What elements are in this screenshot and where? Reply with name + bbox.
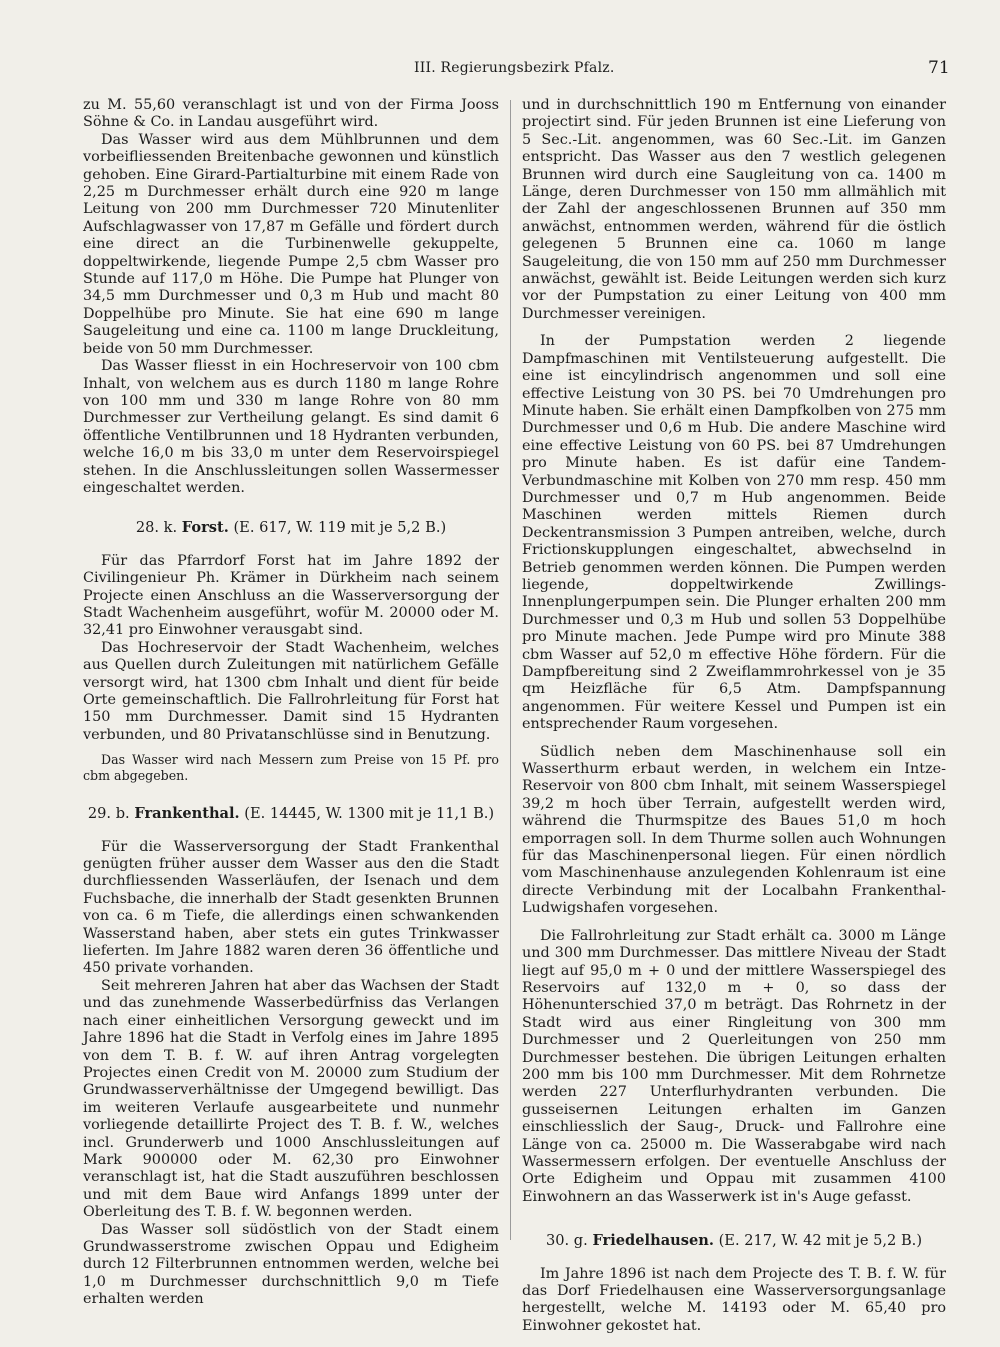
- page-header: [0, 60, 1000, 84]
- section-number: 28. k.: [135, 519, 178, 537]
- paragraph: Für die Wasserversorgung der Stadt Frankenthal genügten früher ausser dem Wasser aus den die Stadt durchfliessenden Wasserläufen, der Isenach und dem Fuchsbache, die innerhalb der Stadt gesenkten Brunnen von ca. 6 m Tiefe, die allerdings einen schwankenden Wasserstand haben, aber stets ein gutes Trinkwasser lieferten. Im Jahre 1882 waren deren 36 öffentliche und 450 private vorhanden.: [83, 838, 499, 977]
- paragraph: Die Fallrohrleitung zur Stadt erhält ca. 3000 m Länge und 300 mm Durchmesser. Das mittlere Niveau der Stadt liegt auf 95,0 m + 0 und der mittlere Wasserspiegel des Reservoirs auf 132,0 m + 0, so dass der Höhenunterschied 37,0 m beträgt. Das Rohrnetz in der Stadt wird aus einer Ringleitung von 300 mm Durchmesser und 2 Querleitungen von 250 mm Durchmesser bestehen. Die übrigen Leitungen erhalten 200 mm bis 100 mm Durchmesser. Mit dem Rohrnetze werden 227 Unterflurhydranten verbunden. Die gusseisernen Leitungen erhalten im Ganzen einschliesslich der Saug-, Druck- und Fallrohre eine Länge von ca. 25000 m. Die Wasserabgabe wird nach Wassermessern erfolgen. Der eventuelle Anschluss der Orte Edigheim und Oppau mit zusammen 4100 Einwohnern an das Wasserwerk ist in's Auge gefasst.: [522, 927, 946, 1205]
- column-divider: [510, 100, 511, 1240]
- section-heading-forst: [83, 519, 499, 536]
- paragraph: zu M. 55,60 veranschlagt ist und von der Firma Jooss Söhne & Co. in Landau ausgeführt wird.: [83, 97, 499, 131]
- running-title: III. Regierungsbezirk Pfalz.: [414, 60, 615, 76]
- paragraph: Das Wasser fliesst in ein Hochreservoir von 100 cbm Inhalt, von welchem aus es durch 1180 m lange Rohre von 100 mm und 330 m lange Rohre von 80 mm Durchmesser zur Vertheilung gelangt. Es sind damit 6 öffentliche Ventilbrunnen und 18 Hydranten verbunden, welche 16,0 m bis 33,0 m unter dem Reservoirspiegel stehen. In die Anschlussleitungen sollen Wassermesser eingeschaltet werden.: [83, 358, 499, 496]
- left-column: [83, 97, 499, 1309]
- paragraph: Das Hochreservoir der Stadt Wachenheim, welches aus Quellen durch Zuleitungen mit natürlichem Gefälle versorgt wird, hat 1300 cbm Inhalt und dient für beide Orte gemeinschaftlich. Die Fallrohrleitung für Forst hat 150 mm Durchmesser. Damit sind 15 Hydranten verbunden, und 80 Privatanschlüsse sind in Benutzung.: [83, 639, 499, 743]
- paragraph: Südlich neben dem Maschinenhause soll ein Wasserthurm erbaut werden, in welchem ein Intze-Reservoir von 800 cbm Inhalt, mit seinem Wasserspiegel 39,2 m hoch über Terrain, aufgestellt werden wird, während die Thurmspitze des Baues 51,0 m hoch emporragen soll. In dem Thurme sollen auch Wohnungen für das Maschinenpersonal liegen. Für einen nördlich vom Maschinenhause anzulegenden Kohlenraum ist eine directe Verbindung mit der Localbahn Frankenthal-Ludwigshafen vorgesehen.: [522, 743, 946, 917]
- right-column: [522, 97, 946, 1335]
- page-number: 71: [928, 58, 950, 78]
- paragraph: Das Wasser wird aus dem Mühlbrunnen und dem vorbeifliessenden Breitenbache gewonnen und künstlich gehoben. Eine Girard-Partialturbine mit einem Rade von 2,25 m Durchmesser erhält durch eine 920 m lange Leitung von 200 mm Durchmesser 720 Minutenliter Aufschlagwasser von 17,87 m Gefälle und fördert durch eine direct an die Turbinenwelle gekuppelte, doppeltwirkende, liegende Pumpe 2,5 cbm Wasser pro Stunde auf 117,0 m Höhe. Die Pumpe hat Plunger von 34,5 mm Durchmesser und 0,3 m Hub und macht 80 Doppelhübe pro Minute. Sie hat eine 690 m lange Saugeleitung und eine ca. 1100 m lange Druckleitung, beide von 50 mm Durchmesser.: [83, 131, 499, 357]
- section-number: 29. b.: [87, 805, 130, 823]
- section-place: Friedelhausen.: [592, 1232, 714, 1250]
- section-stats: (E. 617, W. 119 mit je 5,2 B.): [233, 519, 447, 537]
- paragraph: Das Wasser soll südöstlich von der Stadt einem Grundwasserstrome zwischen Oppau und Edigheim durch 12 Filterbrunnen entnommen werden, welche bei 1,0 m Durchmesser durchschnittlich 9,0 m Tiefe erhalten werden: [83, 1221, 499, 1308]
- section-number: 30. g.: [545, 1232, 588, 1250]
- paragraph: Für das Pfarrdorf Forst hat im Jahre 1892 der Civilingenieur Ph. Krämer in Dürkheim nach seinem Projecte einen Anschluss an die Wasserversorgung der Stadt Wachenheim ausgeführt, wofür M. 20000 oder M. 32,41 pro Einwohner verausgabt sind.: [83, 552, 499, 639]
- section-heading-frankenthal: [83, 805, 499, 822]
- section-stats: (E. 217, W. 42 mit je 5,2 B.): [718, 1232, 923, 1250]
- section-stats: (E. 14445, W. 1300 mit je 11,1 B.): [244, 805, 495, 823]
- section-place: Forst.: [181, 519, 229, 537]
- paragraph: Seit mehreren Jahren hat aber das Wachsen der Stadt und das zunehmende Wasserbedürfniss das Verlangen nach einer einheitlichen Versorgung geweckt und im Jahre 1896 hat die Stadt in Verfolg eines im Jahre 1895 von dem T. B. f. W. auf ihren Antrag vorgelegten Projectes einen Credit von M. 20000 zum Studium der Grundwasserverhältnisse der Umgegend bewilligt. Das im weiteren Verlaufe ausgearbeitete und nunmehr vorliegende detaillirte Project des T. B. f. W., welches incl. Grunderwerb und 1000 Anschlussleitungen auf Mark 900000 oder M. 62,30 pro Einwohner veranschlagt ist, hat die Stadt auszuführen beschlossen und mit dem Baue wird Anfangs 1899 unter der Oberleitung des T. B. f. W. begonnen werden.: [83, 977, 499, 1221]
- paragraph: In der Pumpstation werden 2 liegende Dampfmaschinen mit Ventilsteuerung aufgestellt. Die eine ist eincylindrisch angenommen und soll eine effective Leistung von 30 PS. bei 70 Umdrehungen pro Minute haben. Sie erhält einen Dampfkolben von 275 mm Durchmesser und 0,6 m Hub. Die andere Maschine wird eine effective Leistung von 60 PS. bei 87 Umdrehungen pro Minute haben. Es ist dafür eine Tandem-Verbundmaschine mit Kolben von 270 mm resp. 450 mm Durchmesser und 0,7 m Hub angenommen. Beide Maschinen werden mittels Riemen durch Deckentransmission 3 Pumpen antreiben, welche, durch Frictionskupplungen eingeschaltet, abwechselnd in Betrieb genommen werden können. Die Pumpen werden liegende, doppeltwirkende Zwillings-Innenplungerpumpen sein. Die Plunger erhalten 200 mm Durchmesser und 0,3 m Hub und sollen 53 Doppelhübe pro Minute machen. Jede Pumpe wird pro Minute 388 cbm Wasser auf 52,0 m effective Höhe fördern. Für die Dampfbereitung sind 2 Zweiflammrohrkessel von je 35 qm Heizfläche für 6,5 Atm. Dampfspannung angenommen. Für weitere Kessel und Pumpen ist ein entsprechender Raum vorgesehen.: [522, 333, 946, 733]
- section-heading-friedelhausen: [522, 1232, 946, 1249]
- footnote: Das Wasser wird nach Messern zum Preise von 15 Pf. pro cbm abgegeben.: [83, 752, 499, 783]
- paragraph: und in durchschnittlich 190 m Entfernung von einander projectirt sind. Für jeden Brunnen ist eine Lieferung von 5 Sec.-Lit. angenommen, was 60 Sec.-Lit. im Ganzen entspricht. Das Wasser aus den 7 westlich gelegenen Brunnen wird durch eine Saugleitung von ca. 1400 m Länge, deren Durchmesser von 150 mm allmählich mit der Zahl der angeschlossenen Brunnen auf 350 mm anwächst, entnommen werden, während für die östlich gelegenen 5 Brunnen eine ca. 1060 m lange Saugeleitung, die von 150 mm auf 250 mm Durchmesser anwächst, gewählt ist. Beide Leitungen werden sich kurz vor der Pumpstation zu einer Leitung von 400 mm Durchmesser vereinigen.: [522, 97, 946, 322]
- section-place: Frankenthal.: [134, 805, 240, 823]
- paragraph: Im Jahre 1896 ist nach dem Projecte des T. B. f. W. für das Dorf Friedelhausen eine Wasserversorgungsanlage hergestellt, welche M. 14193 oder M. 65,40 pro Einwohner gekostet hat.: [522, 1265, 946, 1334]
